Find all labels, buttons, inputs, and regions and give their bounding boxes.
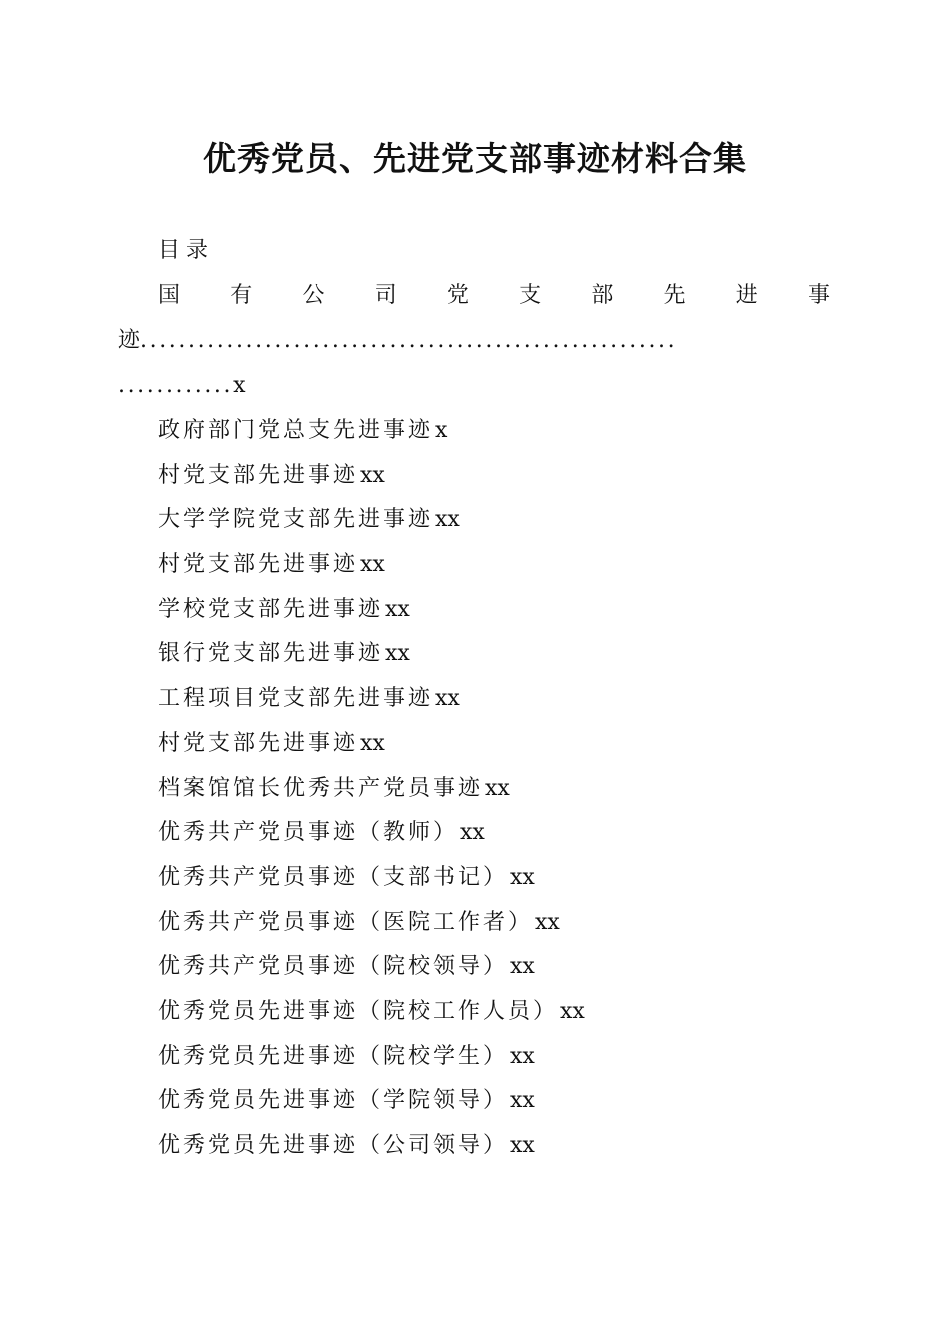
toc-entry[interactable] bbox=[158, 550, 585, 595]
toc-entry-first-char: 司 bbox=[374, 283, 397, 308]
toc-entry-page: x bbox=[233, 373, 246, 398]
toc-entry[interactable] bbox=[158, 774, 585, 819]
toc-entry-first-char: 部 bbox=[591, 283, 614, 308]
toc-entry-page: xx bbox=[510, 1088, 535, 1114]
toc-entry-title: 村党支部先进事迹 bbox=[158, 730, 359, 756]
toc-entry-page: xx bbox=[535, 909, 560, 935]
toc-entry-first-char: 党 bbox=[446, 283, 469, 308]
toc-entry-page: xx bbox=[510, 1043, 535, 1069]
toc-entry-title: 优秀党员先进事迹（学院领导） bbox=[158, 1088, 509, 1114]
toc-entry-title: 优秀共产党员事迹（支部书记） bbox=[158, 864, 509, 890]
toc-leader-dots: ........................................................ bbox=[140, 328, 678, 353]
toc-entry-title: 大学学院党支部先进事迹 bbox=[158, 507, 434, 533]
toc-entry[interactable] bbox=[158, 908, 585, 953]
toc-entry[interactable] bbox=[158, 952, 585, 997]
toc-entry-title: 工程项目党支部先进事迹 bbox=[158, 686, 434, 712]
toc-entry-title: 银行党支部先进事迹 bbox=[158, 641, 384, 667]
toc-list bbox=[158, 416, 585, 1176]
toc-entry-page: xx bbox=[360, 462, 385, 488]
toc-entry-title: 政府部门党总支先进事迹 bbox=[158, 418, 434, 443]
toc-entry[interactable] bbox=[158, 1131, 585, 1176]
toc-entry-title: 村党支部先进事迹 bbox=[158, 552, 359, 578]
toc-entry-first-char: 事 bbox=[807, 283, 830, 308]
toc-entry[interactable] bbox=[158, 1042, 585, 1087]
toc-entry[interactable] bbox=[158, 818, 585, 863]
toc-entry-page: xx bbox=[510, 954, 535, 980]
toc-entry[interactable] bbox=[158, 684, 585, 729]
toc-entry-title: 学校党支部先进事迹 bbox=[158, 596, 384, 622]
toc-entry-page: xx bbox=[385, 596, 410, 622]
toc-entry[interactable] bbox=[158, 505, 585, 550]
toc-entry-page: xx bbox=[560, 998, 585, 1024]
toc-entry-page: xx bbox=[510, 1133, 535, 1158]
toc-entry-first-char: 公 bbox=[302, 283, 325, 308]
toc-entry-first-char: 有 bbox=[230, 283, 253, 308]
toc-entry-title: 优秀党员先进事迹（公司领导） bbox=[158, 1133, 509, 1158]
toc-entry[interactable] bbox=[158, 1086, 585, 1131]
toc-entry-title: 优秀党员先进事迹（院校学生） bbox=[158, 1043, 509, 1069]
toc-entry-page: xx bbox=[485, 775, 510, 801]
toc-leader-dots: ............ bbox=[118, 373, 234, 398]
toc-entry-first-char: 国 bbox=[158, 283, 181, 308]
toc-entry[interactable] bbox=[158, 595, 585, 640]
toc-entry[interactable] bbox=[158, 639, 585, 684]
toc-entry-title: 优秀共产党员事迹（院校领导） bbox=[158, 954, 509, 980]
toc-entry-title: 档案馆馆长优秀共产党员事迹 bbox=[158, 775, 484, 801]
toc-entry-first-char: 支 bbox=[519, 283, 542, 308]
toc-entry-first-char: 进 bbox=[735, 283, 758, 308]
toc-entry[interactable] bbox=[158, 997, 585, 1042]
toc-entry-first-char: 先 bbox=[663, 283, 686, 308]
toc-entry[interactable] bbox=[158, 461, 585, 506]
toc-entry-first-tail: 迹 bbox=[118, 328, 141, 353]
toc-entry-page: xx bbox=[360, 552, 385, 578]
toc-entry-page: xx bbox=[435, 507, 460, 533]
toc-entry[interactable] bbox=[158, 863, 585, 908]
toc-entry-title: 优秀共产党员事迹（医院工作者） bbox=[158, 909, 534, 935]
toc-entry-page: xx bbox=[460, 820, 485, 846]
document-title: 优秀党员、先进党支部事迹材料合集 bbox=[203, 139, 747, 178]
toc-entry-title: 村党支部先进事迹 bbox=[158, 462, 359, 488]
toc-entry-title: 优秀共产党员事迹（教师） bbox=[158, 820, 459, 846]
toc-entry-page: xx bbox=[510, 864, 535, 890]
toc-entry-page: xx bbox=[385, 641, 410, 667]
toc-entry-first-line2[interactable] bbox=[118, 326, 830, 356]
toc-entry-page: xx bbox=[435, 686, 460, 712]
toc-heading: 目录 bbox=[158, 238, 215, 263]
toc-entry-page: x bbox=[435, 418, 448, 443]
toc-entry-title: 优秀党员先进事迹（院校工作人员） bbox=[158, 998, 559, 1024]
toc-entry-first-line3[interactable] bbox=[118, 371, 246, 401]
toc-entry-first-line1[interactable] bbox=[158, 281, 830, 311]
toc-entry-page: xx bbox=[360, 730, 385, 756]
toc-entry[interactable] bbox=[158, 416, 585, 461]
toc-entry[interactable] bbox=[158, 729, 585, 774]
